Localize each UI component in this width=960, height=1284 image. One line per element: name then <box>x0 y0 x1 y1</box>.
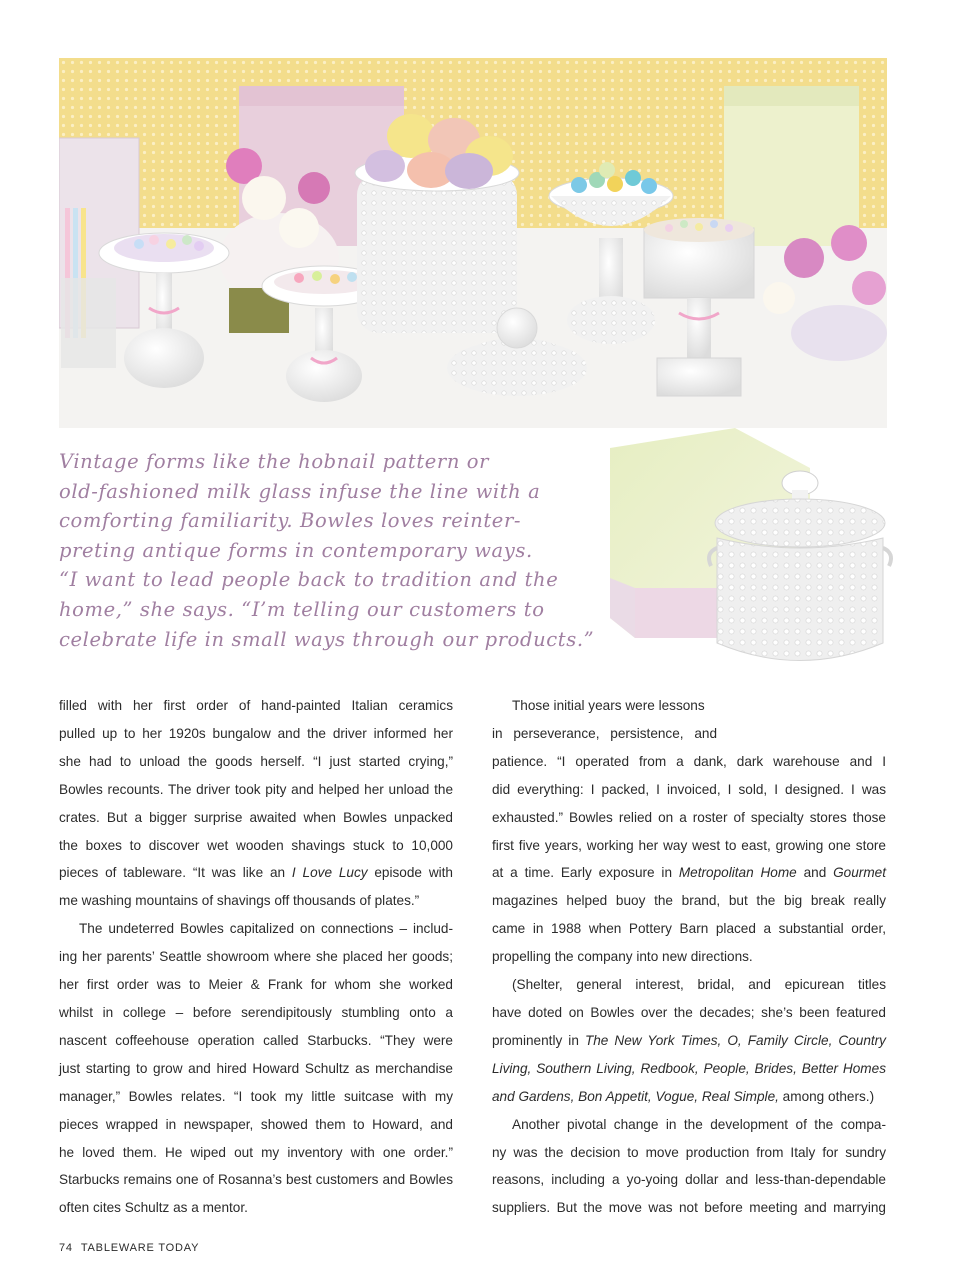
pull-quote-line: preting antique forms in contemporary ways. <box>59 538 533 562</box>
body-line: he loved them. He wiped out my inventory with one order.” <box>59 1144 453 1160</box>
paragraph <box>492 1111 886 1223</box>
page-number: 74 <box>59 1242 73 1254</box>
body-line: first five years, working her way west to east, growing one store <box>492 837 886 853</box>
body-line: came in 1988 when Pottery Barn placed a substantial order, <box>492 921 886 937</box>
body-column-right <box>492 692 886 1222</box>
pull-quote-line: Vintage forms like the hobnail pattern or <box>59 450 490 473</box>
body-line: often cites Schultz as a mentor. <box>59 1200 248 1216</box>
body-line: whilst in college – before serendipitously stumbling onto a <box>59 1004 453 1020</box>
body-line: manager,” Bowles relates. “I took my little suitcase with my <box>59 1088 453 1104</box>
pull-quote-line: celebrate life in small ways through our products.” <box>59 627 595 651</box>
body-line: Another pivotal change in the development of the compa- <box>512 1116 886 1132</box>
magazine-titles: and Gardens, Bon Appetit, Vogue, Real Simple, <box>492 1088 779 1104</box>
gift-box-green <box>724 86 859 246</box>
body-line <box>492 1055 886 1083</box>
body-line: Those initial years were lessons <box>512 698 705 713</box>
body-line: in perseverance, persistence, and <box>492 725 718 741</box>
body-line: propelling the company into new directions. <box>492 949 753 965</box>
body-line: Starbucks remains one of Rosanna’s best customers and Bowles <box>59 1172 453 1188</box>
pull-quote <box>59 447 607 654</box>
pull-quote-line: home,” she says. “I’m telling our customers to <box>59 597 545 621</box>
paragraph <box>492 971 886 1111</box>
body-line: just starting to grow and hired Howard Schultz as merchandise <box>59 1060 453 1076</box>
body-line <box>492 1083 886 1111</box>
body-text: prominently in <box>492 1032 585 1048</box>
paragraph <box>492 692 886 971</box>
magazine-title: Gourmet <box>833 865 886 881</box>
hobnail-jar-photo <box>605 428 925 673</box>
body-line: crates. But a bigger surprise awaited when Bowles unpacked <box>59 809 453 825</box>
body-line: The undeterred Bowles capitalized on connections – includ- <box>79 921 453 937</box>
body-line: pulled up to her 1920s bungalow and the driver informed her <box>59 725 453 741</box>
body-line: patience. “I operated from a dank, dark warehouse and I <box>492 753 886 769</box>
body-line: exhausted.” Bowles relied on a roster of specialty stores those <box>492 809 886 825</box>
page-folio <box>59 1242 199 1254</box>
magazine-titles: Living, Southern Living, Redbook, People, Brides, Better Homes <box>492 1060 886 1076</box>
hobnail-jar-illustration <box>605 428 925 673</box>
body-line: me washing mountains of shavings off thousands of plates.” <box>59 893 420 909</box>
magazine-title: Metropolitan Home <box>678 865 797 881</box>
pull-quote-line: comforting familiarity. Bowles loves reinter- <box>59 509 522 533</box>
glass-tumbler <box>61 278 116 368</box>
body-line: magazines helped buoy the brand, but the big break really <box>492 893 886 909</box>
show-title: I Love Lucy <box>291 865 368 881</box>
body-line: did everything: I packed, I invoiced, I sold, I designed. I was <box>492 781 886 797</box>
body-column-left <box>59 692 453 1222</box>
publication-name: TABLEWARE TODAY <box>80 1242 200 1254</box>
magazine-titles: The New York Times, O, Family Circle, Country <box>584 1032 886 1048</box>
body-line <box>492 1027 886 1055</box>
candy-table-illustration <box>59 58 887 428</box>
body-text: among others.) <box>778 1088 875 1104</box>
jar-lid <box>715 499 885 547</box>
body-line <box>59 859 453 887</box>
paragraph <box>59 692 453 915</box>
body-line: ny was the decision to move production from Italy for sundry <box>492 1144 886 1160</box>
body-text: episode with <box>367 865 453 881</box>
body-line: her first order was to Meier & Frank for whom she worked <box>59 977 453 993</box>
jar-body <box>717 538 883 661</box>
paragraph <box>59 915 453 1222</box>
body-line: have doted on Bowles over the decades; she’s been featured <box>492 1004 886 1020</box>
body-line: pieces wrapped in newspaper, showed them to Howard, and <box>59 1116 453 1132</box>
body-line: the boxes to discover wet wooden shavings stuck to 10,000 <box>59 837 453 853</box>
body-line: reasons, including a yo-yoing dollar and less-than-dependable <box>492 1172 886 1188</box>
body-line: she had to unload the goods herself. “I just started crying,” <box>59 753 453 769</box>
body-line: suppliers. But the move was not before meeting and marrying <box>492 1200 886 1216</box>
body-line: filled with her first order of hand-painted Italian ceramics <box>59 698 453 713</box>
pull-quote-line: old-fashioned milk glass infuse the line with a <box>59 479 541 503</box>
body-line <box>492 859 886 887</box>
hero-photo <box>59 58 887 428</box>
pull-quote-line: “I want to lead people back to tradition and the <box>59 568 559 592</box>
body-line: ing her parents’ Seattle showroom where she placed her goods; <box>59 949 453 965</box>
body-text: pieces of tableware. “It was like an <box>59 865 292 881</box>
body-line: (Shelter, general interest, bridal, and epicurean titles <box>512 977 886 993</box>
body-text: at a time. Early exposure in <box>492 865 679 881</box>
body-line: nascent coffeehouse operation called Starbucks. “They were <box>59 1032 453 1048</box>
body-text: and <box>796 865 834 881</box>
body-line: Bowles recounts. The driver took pity and helped her unload the <box>59 781 453 797</box>
